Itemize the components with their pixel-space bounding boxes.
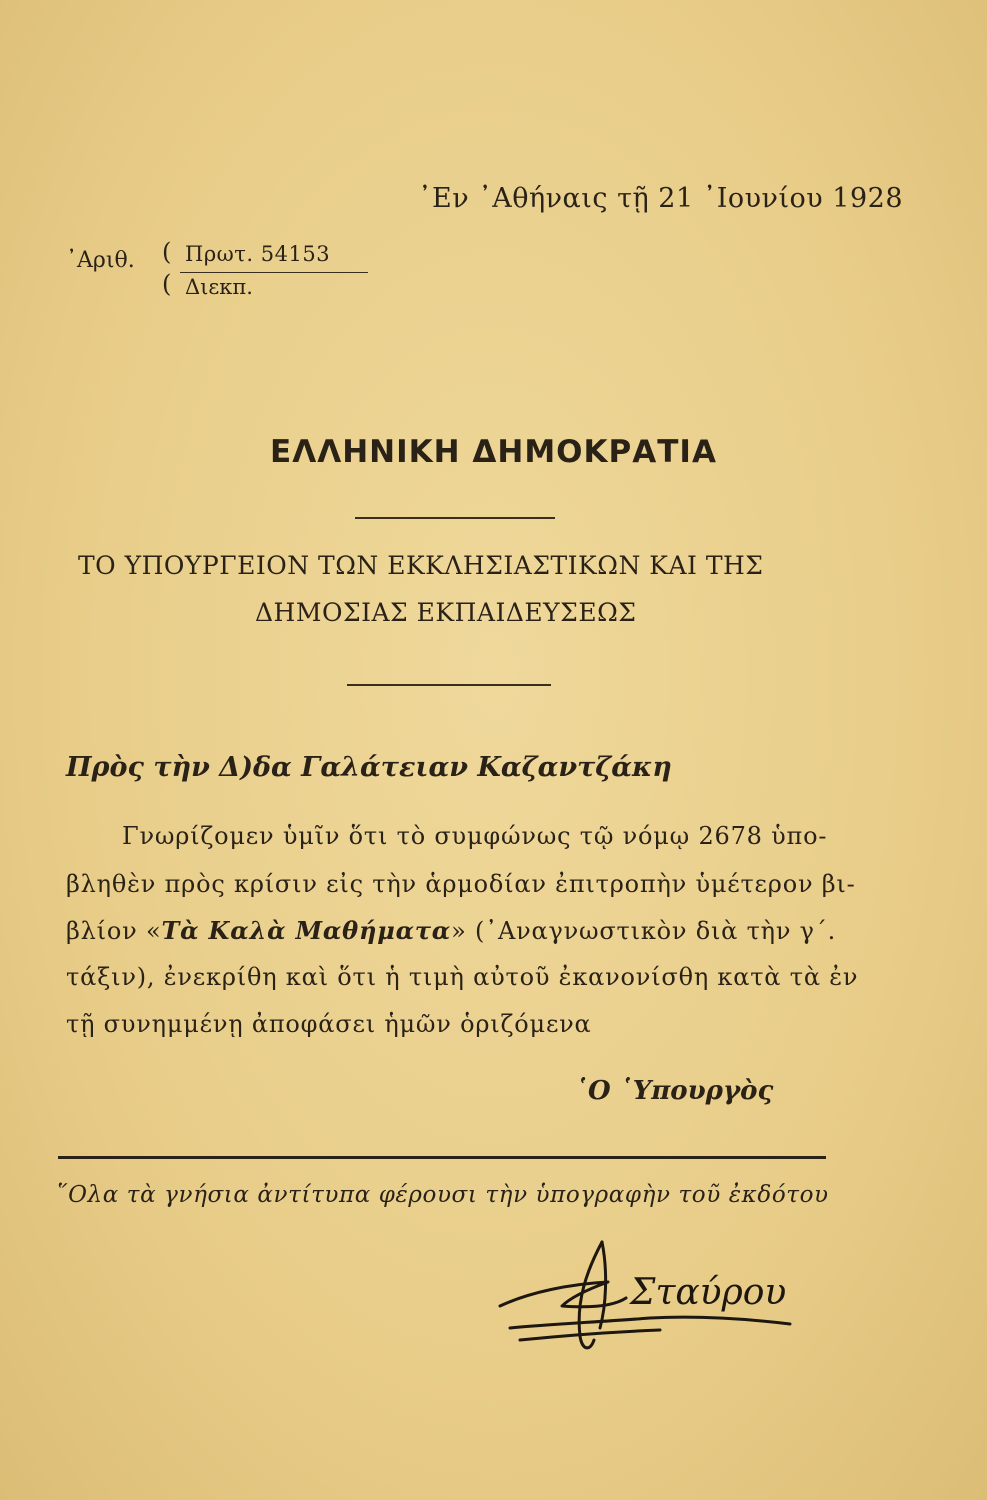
paren-open-1: (	[162, 238, 172, 266]
footer-note: ῞Ολα τὰ γνήσια ἀντίτυπα φέρουσι τὴν ὑπογραφὴν τοῦ ἐκδότου	[56, 1182, 829, 1208]
body-line-2: βληθὲν πρὸς κρίσιν εἰς τὴν ἁρμοδίαν ἐπιτροπὴν ὑμέτερον βι-	[66, 870, 856, 898]
ministry-line-1: ΤΟ ΥΠΟΥΡΓΕΙΟΝ ΤΩΝ ΕΚΚΛΗΣΙΑΣΤΙΚΩΝ ΚΑΙ ΤΗΣ	[78, 551, 764, 580]
protocol-number: Πρωτ. 54153	[185, 242, 331, 266]
body-line-3	[66, 916, 836, 945]
body-line-1: Γνωρίζομεν ὑμῖν ὅτι τὸ συμφώνως τῷ νόμῳ 2678 ὑπο-	[122, 822, 828, 850]
signature-text: Σταύρου	[630, 1272, 787, 1313]
arith-label: ᾿Αριθ.	[66, 248, 135, 273]
publisher-signature	[490, 1232, 810, 1362]
diekp-label: Διεκπ.	[185, 275, 253, 299]
minister-signatory: ῾Ο ῾Υπουργὸς	[575, 1076, 774, 1106]
body-line-4: τάξιν), ἐνεκρίθη καὶ ὅτι ἡ τιμὴ αὐτοῦ ἐκανονίσθη κατὰ τὰ ἐν	[66, 963, 859, 991]
body-line-3-pre: βλίον «	[66, 917, 162, 945]
ministry-line-2: ΔΗΜΟΣΙΑΣ ΕΚΠΑΙΔΕΥΣΕΩΣ	[255, 598, 637, 627]
body-line-5: τῇ συνημμένῃ ἀποφάσει ἡμῶν ὁριζόμενα	[66, 1010, 592, 1038]
republic-heading: ΕΛΛΗΝΙΚΗ ΔΗΜΟΚΡΑΤΙΑ	[270, 434, 717, 470]
rule-top	[355, 517, 555, 519]
protocol-underline	[180, 272, 368, 273]
body-line-3-post: » (᾿Αναγνωστικὸν διὰ τὴν γ΄.	[451, 917, 837, 945]
addressee: Πρὸς τὴν Δ)δα Γαλάτειαν Καζαντζάκη	[66, 752, 672, 783]
rule-middle	[347, 684, 551, 686]
date-line: ᾿Εν ᾿Αθήναις τῇ 21 ᾿Ιουνίου 1928	[418, 183, 904, 214]
footer-rule	[58, 1156, 826, 1159]
paren-open-2: (	[162, 270, 172, 298]
book-title: Τὰ Καλὰ Μαθήματα	[161, 916, 452, 945]
